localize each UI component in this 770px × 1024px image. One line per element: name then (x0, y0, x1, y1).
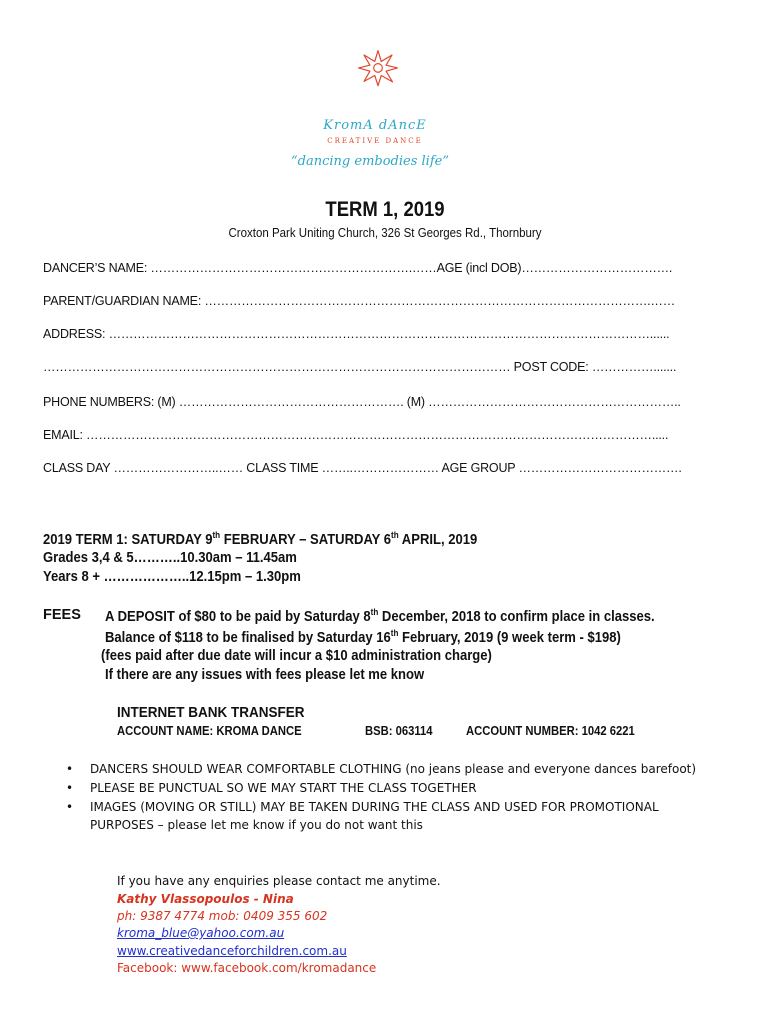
bullet-icon: • (66, 781, 74, 795)
dancer-name-field[interactable]: DANCER’S NAME: ……………………………………………………….……AGE (incl DOB)………………………………. (43, 261, 673, 275)
venue-address: Croxton Park Uniting Church, 326 St Georges Rd., Thornbury (228, 226, 542, 240)
email-field[interactable]: EMAIL: …………………………………………………………………………………………………………………………..... (43, 428, 669, 442)
list-item: • DANCERS SHOULD WEAR COMFORTABLE CLOTHING (no jeans please and everyone dances barefoot) (66, 762, 697, 776)
bullet-icon: • (66, 800, 74, 814)
grades-schedule: Grades 3,4 & 5………..10.30am – 11.45am (43, 550, 297, 566)
bsb-number: BSB: 063114 (365, 724, 433, 738)
address-field[interactable]: ADDRESS: ……………………………………………………………………………………………………………………...... (43, 327, 670, 341)
list-item: • PLEASE BE PUNCTUAL SO WE MAY START THE CLASS TOGETHER (66, 781, 477, 795)
fees-issues-note: If there are any issues with fees please let me know (105, 667, 425, 683)
contact-phone: ph: 9387 4774 mob: 0409 355 602 (117, 909, 328, 923)
account-name: ACCOUNT NAME: KROMA DANCE (117, 724, 302, 738)
contact-email-link[interactable]: kroma_blue@yahoo.com.au (117, 926, 285, 940)
class-details-field[interactable]: CLASS DAY ……………………..…… CLASS TIME ……..………………… AGE GROUP …………………………………. (43, 461, 682, 475)
fees-deposit: A DEPOSIT of $80 to be paid by Saturday 8th December, 2018 to confirm place in classes. (105, 607, 655, 625)
rules-list (62, 760, 712, 835)
bullet-icon: • (66, 762, 74, 776)
phone-field[interactable]: PHONE NUMBERS: (M) ………………………………………………. (M) …………………………………………………….. (43, 395, 681, 409)
star-flower-logo-icon (300, 48, 470, 118)
parent-name-field[interactable]: PARENT/GUARDIAN NAME: ……………………………………………………………………………………………….…… (43, 294, 676, 308)
contact-name: Kathy Vlassopoulos - Nina (117, 892, 294, 906)
bank-transfer-title: INTERNET BANK TRANSFER (117, 704, 305, 721)
facebook-link[interactable]: Facebook: www.facebook.com/kromadance (117, 961, 377, 975)
fees-late-charge: (fees paid after due date will incur a $10 administration charge) (101, 648, 492, 664)
brand-subtitle: CREATIVE DANCE (327, 137, 423, 145)
account-number: ACCOUNT NUMBER: 1042 6221 (466, 724, 635, 738)
contact-intro: If you have any enquiries please contact me anytime. (117, 874, 441, 888)
address-postcode-field[interactable]: …………………………………………………………………………………………………… POST CODE: ……………....... (43, 360, 677, 374)
fees-balance: Balance of $118 to be finalised by Saturday 16th February, 2019 (9 week term - $198) (105, 628, 621, 646)
tagline: “dancing embodies life” (291, 154, 449, 169)
list-item: • IMAGES (MOVING OR STILL) MAY BE TAKEN DURING THE CLASS AND USED FOR PROMOTIONAL PURPOSES – please let me know if you do not want this (66, 800, 659, 832)
fees-label: FEES (43, 607, 81, 623)
years-schedule: Years 8 + ………………..12.15pm – 1.30pm (43, 569, 301, 585)
website-link[interactable]: www.creativedanceforchildren.com.au (117, 944, 347, 958)
page-title: TERM 1, 2019 (325, 198, 445, 221)
term-dates: 2019 TERM 1: SATURDAY 9th FEBRUARY – SATURDAY 6th APRIL, 2019 (43, 530, 478, 548)
brand-name: KromA dAncE (323, 118, 427, 133)
